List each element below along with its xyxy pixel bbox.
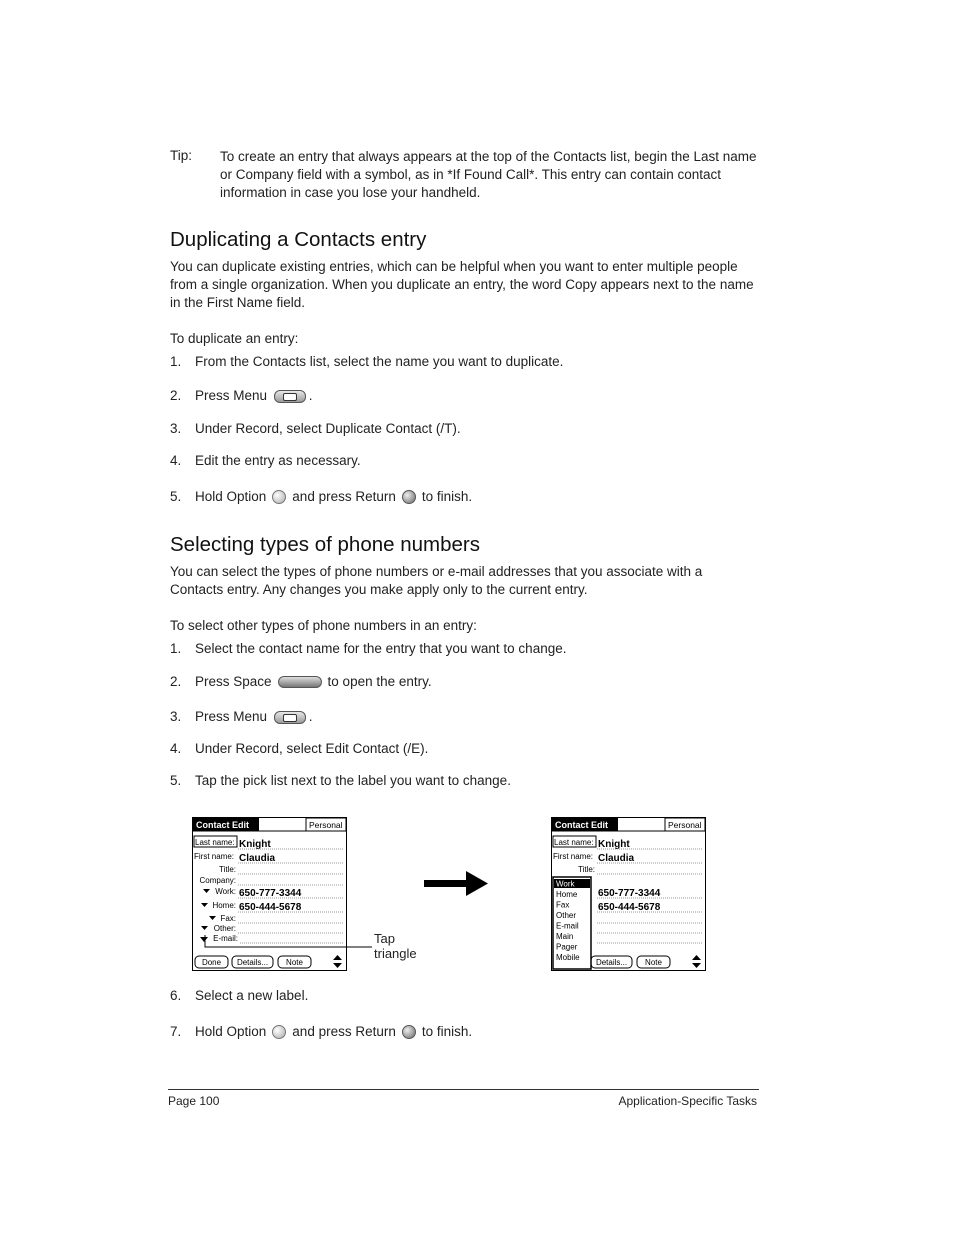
procedure-title-phone-types: To select other types of phone numbers in an entry: [170,618,477,633]
step-number: 7. [170,1024,182,1039]
step-item [170,674,432,689]
step-text: Select a new label. [195,988,309,1003]
work-label: Work: [215,887,236,896]
step-text: Press Menu [195,709,268,724]
step-number: 6. [170,988,182,1003]
section-intro-phone-types: You can select the types of phone numbers or e-mail addresses that you associate with a Contacts entry. Any changes you make apply only to the current entry. [170,564,703,597]
step-item [170,709,313,724]
footer-divider [168,1089,759,1090]
step-number: 5. [170,489,182,504]
step-text: Press Menu [195,388,268,403]
step-text: Under Record, select Edit Contact (/E). [195,741,429,756]
first-name-label: First name: [194,852,235,861]
step-item [170,354,563,369]
picklist-option: Work [556,879,575,889]
step-text: Edit the entry as necessary. [195,453,361,468]
step-number: 4. [170,741,182,756]
step-number: 3. [170,421,182,436]
step-number: 5. [170,773,182,788]
picklist-option: E-mail [556,921,579,931]
step-item [170,641,566,656]
step-number: 3. [170,709,182,724]
step-text: Hold Option [195,1024,267,1039]
procedure-title-duplicate: To duplicate an entry: [170,331,299,346]
step-text: Select the contact name for the entry that you want to change. [195,641,567,656]
note-label: Note [645,958,662,967]
return-button-icon [402,1025,416,1039]
callout-leader [200,930,380,950]
step-text: From the Contacts list, select the name you want to duplicate. [195,354,564,369]
work-value: 650-777-3344 [239,888,302,899]
first-name-label: First name: [553,852,594,861]
last-name-label: Last name: [195,838,235,847]
option-button-icon [272,1025,286,1039]
section-heading-phone-types: Selecting types of phone numbers [170,533,480,556]
picklist-option: Pager [556,942,578,952]
step-item [170,773,511,788]
step-text-after: to open the entry. [327,674,432,689]
callout-label [374,931,417,961]
title-label: Title: [218,865,236,874]
title-label: Title: [577,865,595,874]
step-text: Under Record, select Duplicate Contact (/T). [195,421,461,436]
home-value: 650-444-5678 [239,902,302,913]
page-number: Page 100 [168,1094,220,1108]
space-button-icon [278,676,322,688]
picklist-option: Mobile [556,953,580,962]
step-item [170,1024,472,1039]
contact-edit-screen-after [551,817,707,972]
picklist-option: Home [556,890,578,899]
label-picklist [553,877,591,969]
section-intro-duplicating: You can duplicate existing entries, which can be helpful when you want to enter multiple people from a single organization. When you duplicate an entry, the word Copy appears next to the name in the First Name field. [170,259,754,310]
step-text: Hold Option [195,489,267,504]
step-text-middle: and press Return [292,489,396,504]
first-name-value: Claudia [598,853,635,864]
step-item [170,421,461,436]
step-number: 1. [170,354,182,369]
details-label: Details... [595,958,628,967]
picklist-option: Main [556,932,574,941]
step-item [170,489,472,504]
callout-line-1: Tap [374,931,395,946]
step-item [170,388,313,403]
done-label: Done [201,958,222,967]
home-value: 650-444-5678 [598,902,661,913]
tip-label: Tip: [170,148,193,163]
fax-label: Fax: [220,914,236,923]
menu-button-icon [274,711,306,724]
email-label: E-mail: [213,934,238,943]
picklist-option: Fax [556,900,570,910]
option-button-icon [272,490,286,504]
home-label: Home: [212,901,236,910]
step-number: 1. [170,641,182,656]
menu-button-icon [274,390,306,403]
category-label: Personal [668,820,702,830]
step-number: 4. [170,453,182,468]
chapter-title: Application-Specific Tasks [618,1094,757,1108]
section-heading-duplicating: Duplicating a Contacts entry [170,228,427,251]
step-number: 2. [170,674,182,689]
return-button-icon [402,490,416,504]
step-text: Press Space [195,674,272,689]
details-label: Details... [236,958,269,967]
company-label: Company: [199,876,236,885]
step-item [170,453,361,468]
right-arrow-icon [422,869,492,899]
note-label: Note [286,958,303,967]
last-name-value: Knight [598,839,630,850]
step-text-after: . [308,388,313,403]
category-label: Personal [309,820,343,830]
last-name-value: Knight [239,839,271,850]
tip-text: To create an entry that always appears at the top of the Contacts list, begin the Last name or Company field with a symbol, as in *If Found Call*. This entry can contain contact information in case you lose your handheld. [220,149,757,200]
work-value: 650-777-3344 [598,888,661,899]
step-text: Tap the pick list next to the label you want to change. [195,773,511,788]
other-label: Other: [213,924,236,933]
screen-title: Contact Edit [196,820,249,830]
step-text-after: to finish. [421,1024,473,1039]
step-number: 2. [170,388,182,403]
picklist-option: Other [556,911,577,920]
screen-title: Contact Edit [555,820,608,830]
step-item [170,741,428,756]
first-name-value: Claudia [239,853,276,864]
last-name-label: Last name: [554,838,594,847]
step-item [170,988,308,1003]
step-text-after: to finish. [421,489,473,504]
step-text-after: . [308,709,313,724]
callout-line-2: triangle [374,946,417,961]
step-text-middle: and press Return [292,1024,396,1039]
